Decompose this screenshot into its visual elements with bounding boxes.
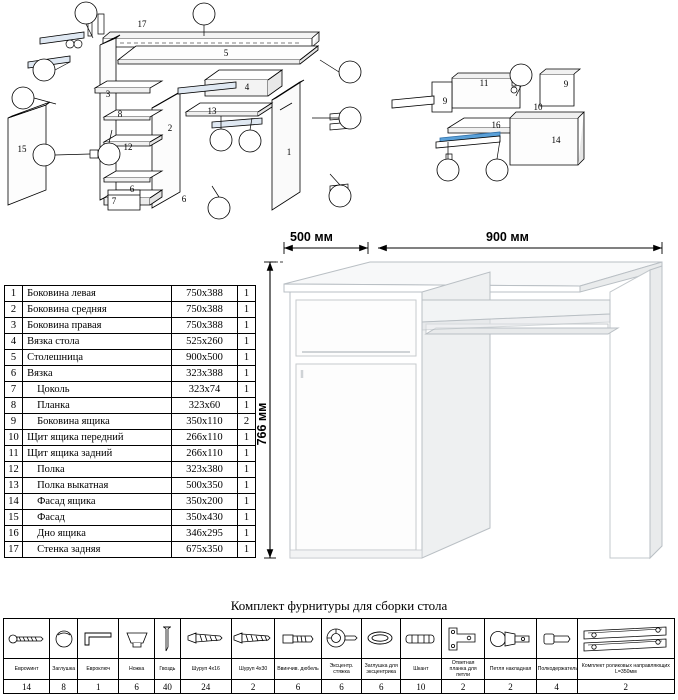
part-number: 2 [5,302,23,318]
part-size: 350х430 [171,510,237,526]
table-row [5,526,256,542]
svg-text:12: 12 [123,142,133,152]
hardware-count: 2 [441,680,485,694]
part-number: 17 [5,542,23,558]
hardware-count: 6 [362,680,400,694]
hardware-cam-cap-icon [362,619,400,659]
hardware-name: Петля накладная [485,659,536,680]
part-size: 500х350 [171,478,237,494]
part-name: Боковина правая [23,318,172,334]
part-qty: 1 [237,318,255,334]
part-qty: 1 [237,382,255,398]
part-qty: 1 [237,446,255,462]
hardware-count: 2 [485,680,536,694]
svg-text:9: 9 [563,79,569,89]
hardware-name: Полкодержатель [536,659,577,680]
part-number: 10 [5,430,23,446]
hardware-count: 14 [4,680,50,694]
part-name: Полка [23,462,172,478]
svg-text:4: 4 [244,82,250,92]
hardware-name: Гвоздь [155,659,181,680]
hardware-count: 8 [50,680,78,694]
hardware-name: Ножка [119,659,155,680]
height-label: 766 мм [255,402,269,446]
hardware-dowel-icon [275,619,321,659]
table-row [5,494,256,510]
part-size: 266х110 [171,430,237,446]
hardware-dowel-wood-icon [400,619,441,659]
hardware-name: Комплект роликовых направляющих L=350мм [577,659,674,680]
part-number: 13 [5,478,23,494]
hardware-count: 6 [321,680,362,694]
part-size: 675х350 [171,542,237,558]
hardware-cap-icon [50,619,78,659]
svg-text:5: 5 [223,48,229,58]
part-name: Полка выкатная [23,478,172,494]
part-name: Фасад [23,510,172,526]
table-row [5,286,256,302]
hardware-leg-icon [119,619,155,659]
part-name: Боковина ящика [23,414,172,430]
hardware-cam-lock-icon [321,619,362,659]
hardware-count: 24 [180,680,231,694]
hardware-count: 10 [400,680,441,694]
part-name: Столешница [23,350,172,366]
hardware-name: Еврowинт [4,659,50,680]
hardware-count: 1 [78,680,119,694]
part-name: Цоколь [23,382,172,398]
part-number: 5 [5,350,23,366]
part-size: 323х74 [171,382,237,398]
hardware-name: Шуруп 4х30 [231,659,275,680]
part-size: 266х110 [171,446,237,462]
hardware-slide-rails-icon [577,619,674,659]
svg-text:2: 2 [167,123,173,133]
table-row [5,382,256,398]
part-number: 11 [5,446,23,462]
table-row [5,350,256,366]
hardware-name: Заглушка [50,659,78,680]
hardware-count: 2 [231,680,275,694]
hardware-hinge-plate-icon [441,619,485,659]
part-size: 350х110 [171,414,237,430]
hardware-count: 4 [536,680,577,694]
part-number: 3 [5,318,23,334]
part-size: 323х60 [171,398,237,414]
part-number: 6 [5,366,23,382]
part-name: Вязка [23,366,172,382]
hardware-screw-4x16-icon [180,619,231,659]
table-row [5,430,256,446]
hardware-nail-icon [155,619,181,659]
hardware-table [3,618,675,694]
part-name: Щит ящика передний [23,430,172,446]
table-row [5,334,256,350]
svg-text:6: 6 [181,194,187,204]
table-row [5,414,256,430]
part-qty: 1 [237,366,255,382]
part-size: 900х500 [171,350,237,366]
part-name: Планка [23,398,172,414]
callout-17: 17 [137,19,147,29]
hardware-euro-screw-icon [4,619,50,659]
hardware-count: 40 [155,680,181,694]
hardware-name: Заглушка для эксцентрика [362,659,400,680]
table-row [5,398,256,414]
width-label: 900 мм [486,230,529,244]
part-qty: 1 [237,494,255,510]
svg-text:15: 15 [17,144,27,154]
hardware-count: 6 [275,680,321,694]
svg-text:14: 14 [551,135,561,145]
hardware-name: Эксцентр. стяжка [321,659,362,680]
part-size: 350х200 [171,494,237,510]
part-qty: 2 [237,414,255,430]
part-number: 4 [5,334,23,350]
hardware-name: Шуруп 4х16 [180,659,231,680]
part-size: 525х260 [171,334,237,350]
part-number: 7 [5,382,23,398]
part-qty: 1 [237,286,255,302]
part-size: 346х295 [171,526,237,542]
part-qty: 1 [237,302,255,318]
part-name: Боковина средняя [23,302,172,318]
hardware-name: Ответная планка для петли [441,659,485,680]
hardware-hinge-icon [485,619,536,659]
svg-text:10: 10 [533,102,543,112]
part-name: Дно ящика [23,526,172,542]
svg-text:11: 11 [479,78,489,88]
hardware-section-title: Комплект фурнитуры для сборки стола [230,598,448,613]
table-row [5,542,256,558]
part-size: 750х388 [171,318,237,334]
table-row [5,462,256,478]
svg-text:8: 8 [117,109,123,119]
part-number: 8 [5,398,23,414]
hardware-name: Евроключ [78,659,119,680]
desk-render [250,228,678,588]
part-number: 16 [5,526,23,542]
part-name: Вязка стола [23,334,172,350]
parts-list-table [4,285,256,558]
svg-text:9: 9 [442,96,448,106]
svg-text:7: 7 [111,196,117,206]
part-name: Щит ящика задний [23,446,172,462]
part-qty: 1 [237,398,255,414]
part-size: 750х388 [171,302,237,318]
part-size: 323х388 [171,366,237,382]
hardware-count: 6 [119,680,155,694]
svg-text:16: 16 [491,120,501,130]
part-size: 750х388 [171,286,237,302]
table-row [5,366,256,382]
depth-label: 500 мм [290,230,333,244]
svg-text:13: 13 [207,106,217,116]
part-qty: 1 [237,526,255,542]
part-name: Фасад ящика [23,494,172,510]
svg-text:3: 3 [105,89,111,99]
part-number: 12 [5,462,23,478]
table-row [5,478,256,494]
hardware-count: 2 [577,680,674,694]
svg-text:6: 6 [129,184,135,194]
part-qty: 1 [237,462,255,478]
hardware-screw-4x30-icon [231,619,275,659]
hardware-euro-key-icon [78,619,119,659]
table-row [5,318,256,334]
part-number: 1 [5,286,23,302]
part-qty: 1 [237,478,255,494]
part-number: 15 [5,510,23,526]
part-size: 323х380 [171,462,237,478]
part-number: 14 [5,494,23,510]
part-qty: 1 [237,334,255,350]
part-qty: 1 [237,542,255,558]
part-qty: 1 [237,430,255,446]
part-qty: 1 [237,510,255,526]
table-row [5,446,256,462]
hardware-name: Шкант [400,659,441,680]
table-row [5,510,256,526]
hardware-name: Ввинчив. дюбель [275,659,321,680]
exploded-assembly-diagram [0,0,678,232]
part-name: Стенка задняя [23,542,172,558]
hardware-handle-holder-icon [536,619,577,659]
table-row [5,302,256,318]
svg-text:1: 1 [286,147,292,157]
part-name: Боковина левая [23,286,172,302]
part-number: 9 [5,414,23,430]
part-qty: 1 [237,350,255,366]
